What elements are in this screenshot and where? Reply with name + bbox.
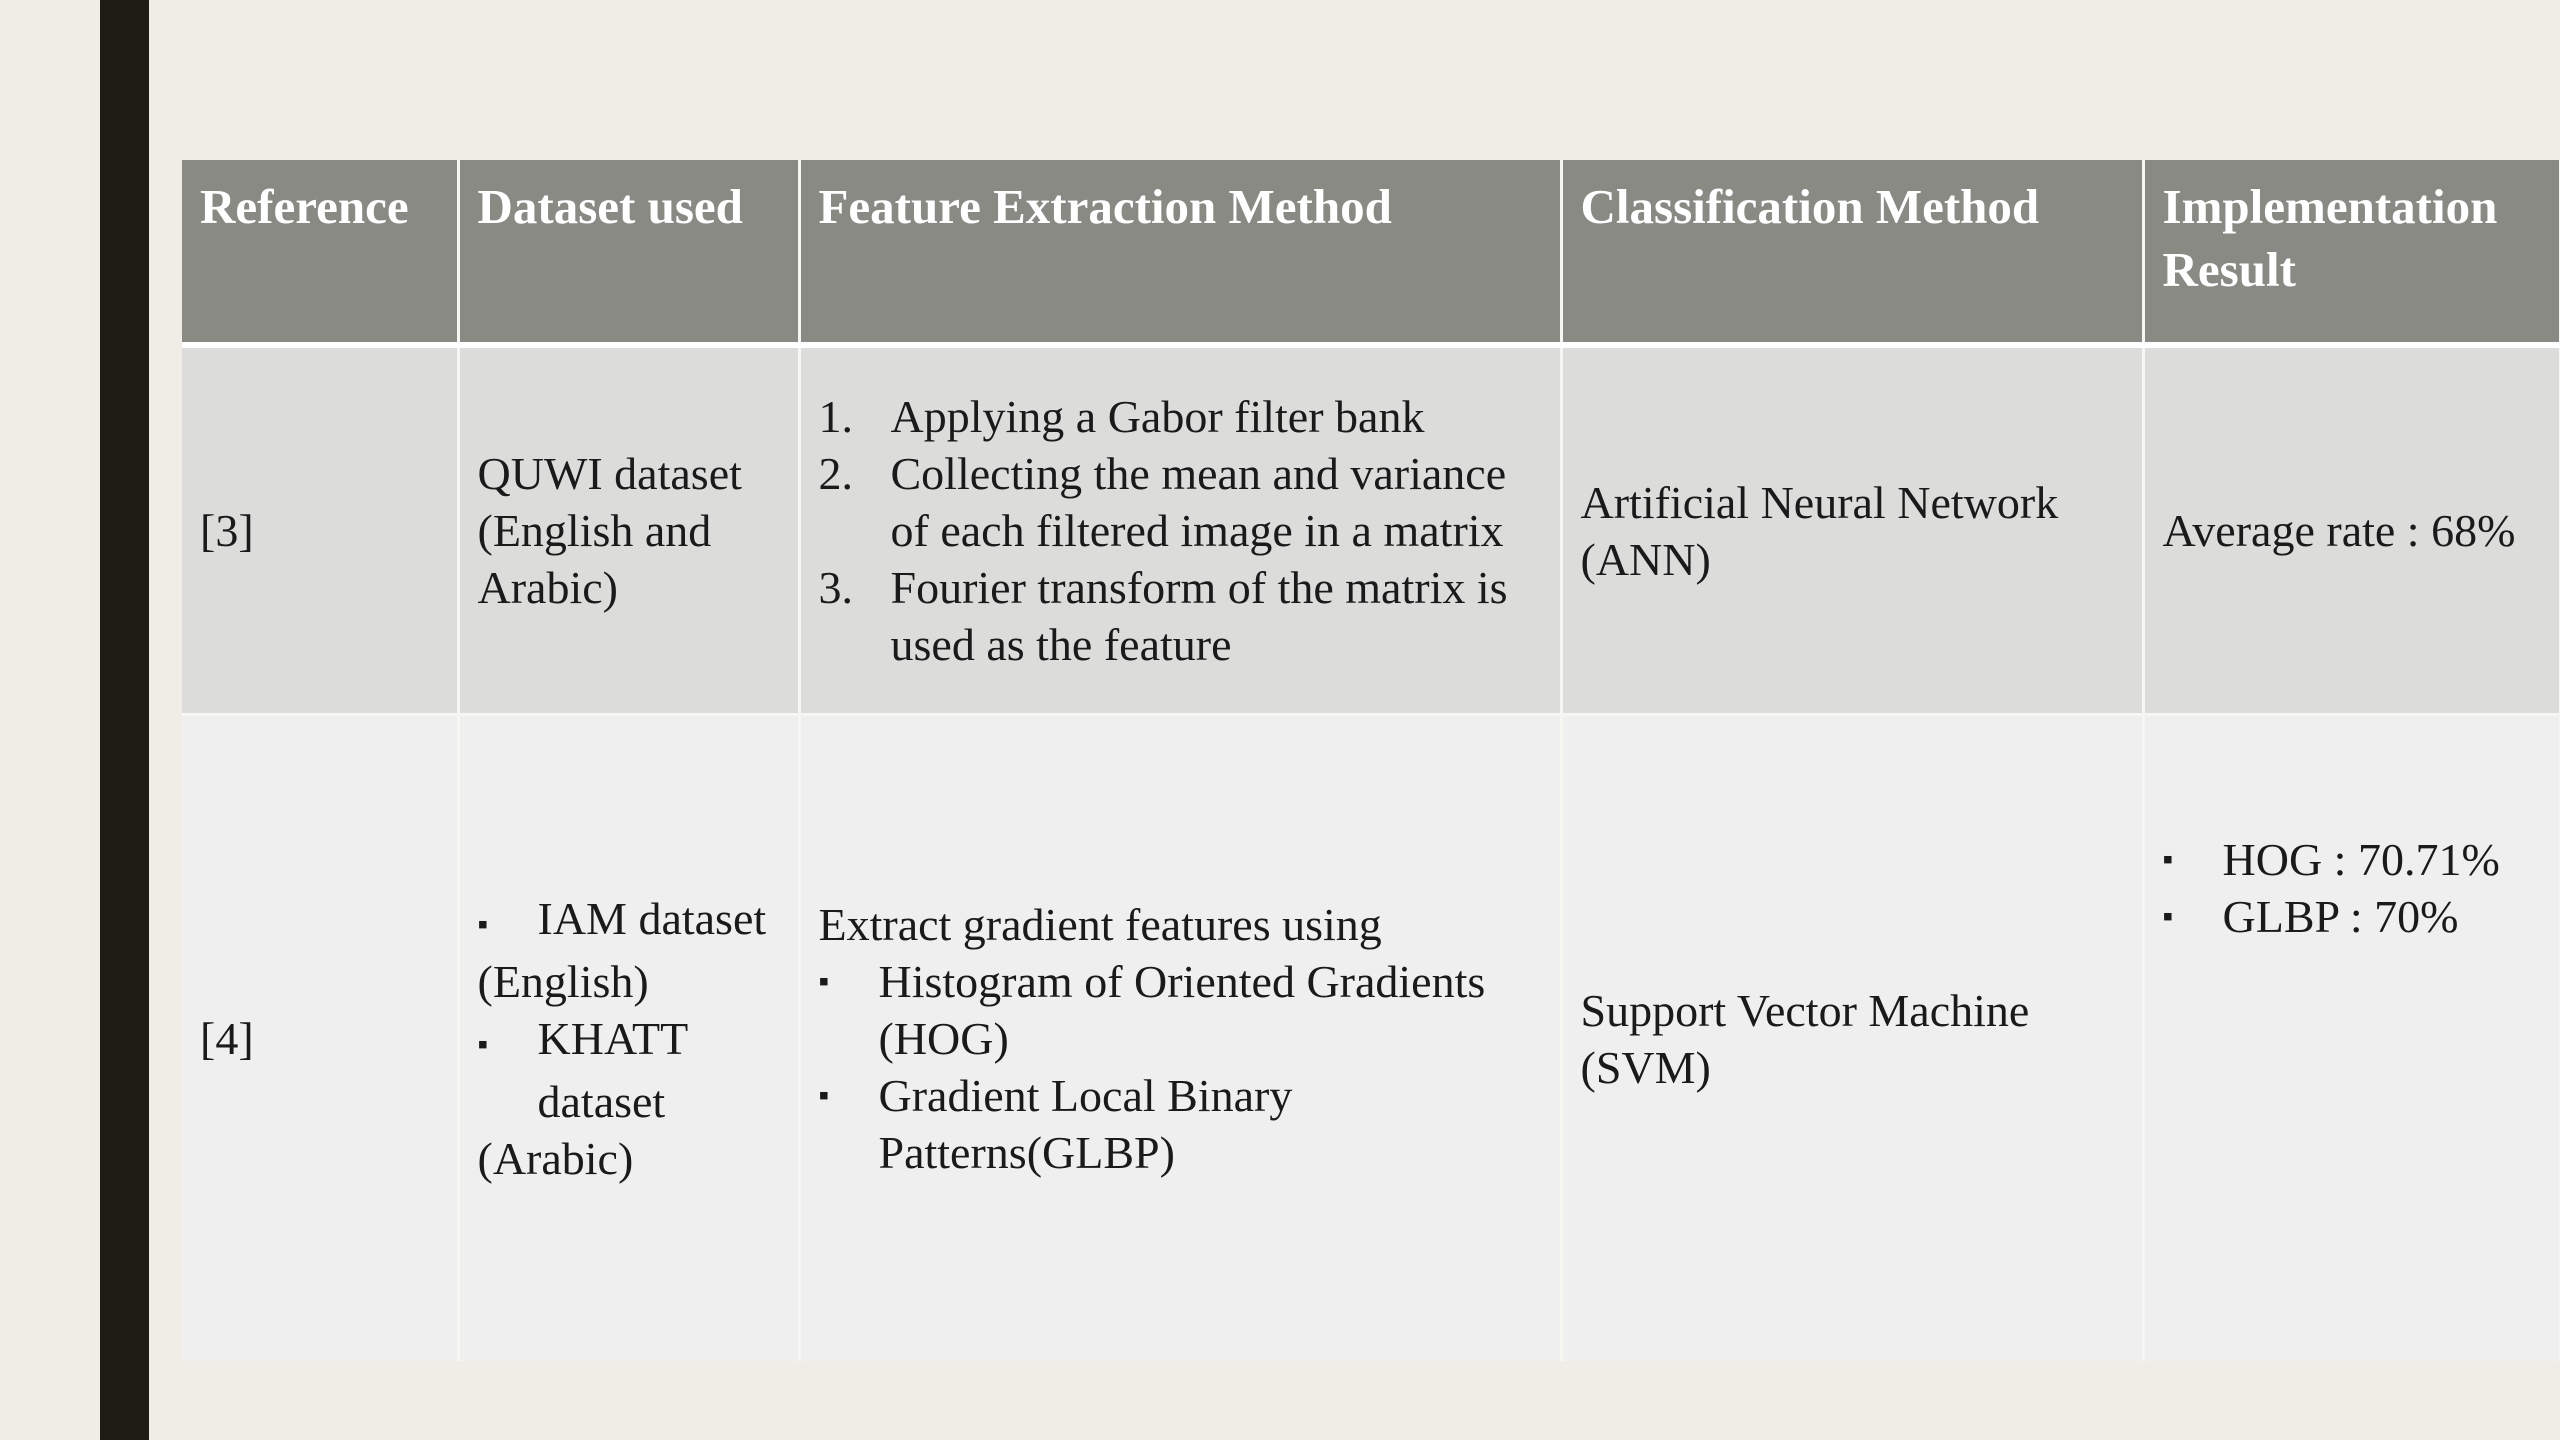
list-item: 2. Collecting the mean and variance of each filtered image in a matrix [818, 448, 1507, 556]
result-list [2163, 831, 2541, 945]
list-item: 1. Applying a Gabor filter bank [818, 391, 1425, 442]
table-row [182, 715, 2560, 1362]
list-item: ▪ Gradient Local Binary Patterns(GLBP) [819, 1067, 1542, 1181]
feature-steps-list [819, 388, 1542, 673]
list-item: 3. Fourier transform of the matrix is used as the feature [818, 562, 1508, 670]
cell-result: Average rate : 68% [2143, 345, 2560, 715]
header-implementation-result: Implementation Result [2143, 160, 2560, 345]
header-feature-extraction: Feature Extraction Method [799, 160, 1561, 345]
list-item: ▪ Histogram of Oriented Gradients (HOG) [819, 953, 1542, 1067]
comparison-table [182, 160, 2560, 1361]
cell-feature-extraction: Extract gradient features using ▪ Histogram of Oriented Gradients (HOG) ▪ Gradient Local Binary Patterns(GLBP) [799, 715, 1561, 1362]
bullet-icon: ▪ [818, 1079, 830, 1112]
table-row [182, 345, 2560, 715]
feature-methods-list [819, 953, 1542, 1181]
header-reference: Reference [182, 160, 458, 345]
bullet-icon: ▪ [818, 965, 830, 998]
list-item: ▪ KHATT [478, 1010, 780, 1073]
cell-reference: [3] [182, 345, 458, 715]
cell-classification: Artificial Neural Network (ANN) [1561, 345, 2143, 715]
bullet-icon: ▪ [477, 1028, 489, 1061]
list-item: ▪ IAM dataset [478, 890, 780, 953]
cell-result [2143, 715, 2560, 1362]
cell-feature-extraction [799, 345, 1561, 715]
header-row [182, 160, 2560, 345]
bullet-icon: ▪ [2162, 900, 2174, 933]
bullet-icon: ▪ [2162, 843, 2174, 876]
list-item: ▪ HOG : 70.71% [2163, 831, 2541, 888]
header-dataset: Dataset used [458, 160, 799, 345]
accent-bar [100, 0, 149, 1440]
cell-dataset: QUWI dataset (English and Arabic) [458, 345, 799, 715]
header-classification: Classification Method [1561, 160, 2143, 345]
cell-dataset: ▪ IAM dataset (English) ▪ KHATT dataset (Arabic) [458, 715, 799, 1362]
list-item: ▪ GLBP : 70% [2163, 888, 2541, 945]
bullet-icon: ▪ [477, 908, 489, 941]
cell-reference: [4] [182, 715, 458, 1362]
cell-classification: Support Vector Machine (SVM) [1561, 715, 2143, 1362]
